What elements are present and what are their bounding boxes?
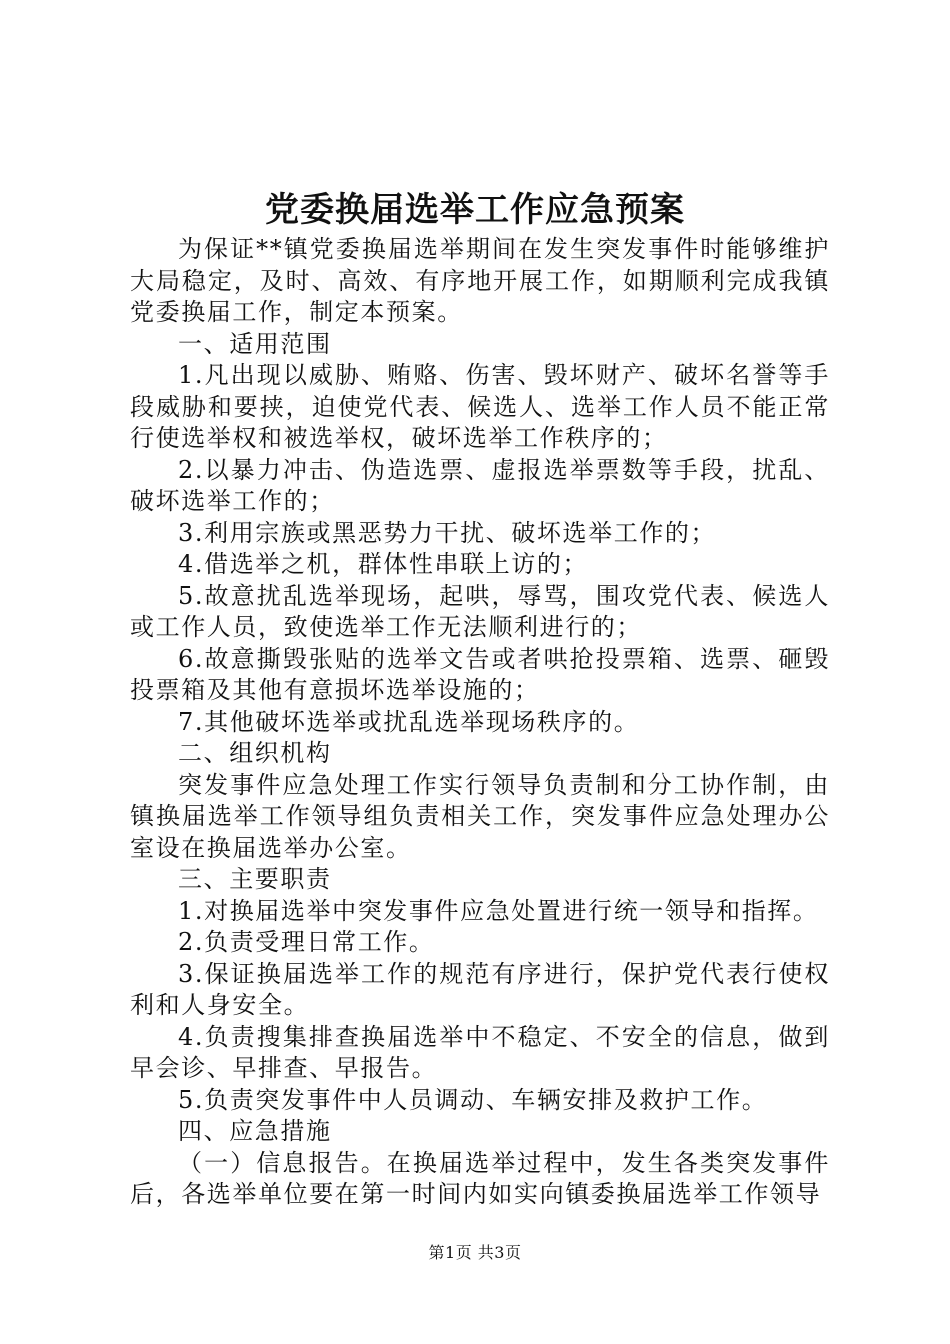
- document-title: 党委换届选举工作应急预案: [265, 190, 685, 230]
- scope-item-7: 7.其他破坏选举或扰乱选举现场秩序的。: [178, 707, 640, 736]
- scope-item-2: 2.以暴力冲击、伪造选票、虚报选举票数等手段，扰乱、破坏选举工作的；: [130, 455, 830, 515]
- duty-item-3: 3.保证换届选举工作的规范有序进行，保护党代表行使权利和人身安全。: [130, 959, 830, 1019]
- scope-item-3: 3.利用宗族或黑恶势力干扰、破坏选举工作的；: [178, 518, 717, 547]
- section-heading-measures: 四、应急措施: [178, 1117, 332, 1145]
- scope-item-5: 5.故意扰乱选举现场，起哄，辱骂，围攻党代表、候选人或工作人员，致使选举工作无法顺利进行的；: [130, 581, 830, 641]
- duty-item-4: 4.负责搜集排查换届选举中不稳定、不安全的信息，做到早会诊、早排查、早报告。: [130, 1022, 830, 1082]
- measure-item-1: （一）信息报告。在换届选举过程中，发生各类突发事件后，各选举单位要在第一时间内如实向镇委换届选举工作领导: [130, 1148, 830, 1208]
- document-body: [130, 234, 830, 1211]
- duty-item-5: 5.负责突发事件中人员调动、车辆安排及救护工作。: [178, 1085, 768, 1114]
- page-footer: 第1页 共3页: [428, 1243, 522, 1262]
- paragraph-intro: 为保证**镇党委换届选举期间在发生突发事件时能够维护大局稳定，及时、高效、有序地开展工作，如期顺利完成我镇党委换届工作，制定本预案。: [130, 235, 830, 326]
- paragraph-organization: 突发事件应急处理工作实行领导负责制和分工协作制，由镇换届选举工作领导组负责相关工作，突发事件应急处理办公室设在换届选举办公室。: [130, 770, 830, 862]
- scope-item-1: 1.凡出现以威胁、贿赂、伤害、毁坏财产、破坏名誉等手段威胁和要挟，迫使党代表、候选人、选举工作人员不能正常行使选举权和被选举权，破坏选举工作秩序的；: [130, 361, 830, 452]
- scope-item-6: 6.故意撕毁张贴的选举文告或者哄抢投票箱、选票、砸毁投票箱及其他有意损坏选举设施的；: [130, 644, 830, 704]
- scope-item-4: 4.借选举之机，群体性串联上访的；: [178, 550, 589, 578]
- section-heading-organization: 二、组织机构: [178, 739, 332, 767]
- section-heading-duties: 三、主要职责: [178, 865, 332, 893]
- duty-item-1: 1.对换届选举中突发事件应急处置进行统一领导和指挥。: [178, 896, 819, 925]
- duty-item-2: 2.负责受理日常工作。: [178, 928, 435, 956]
- section-heading-scope: 一、适用范围: [178, 329, 332, 358]
